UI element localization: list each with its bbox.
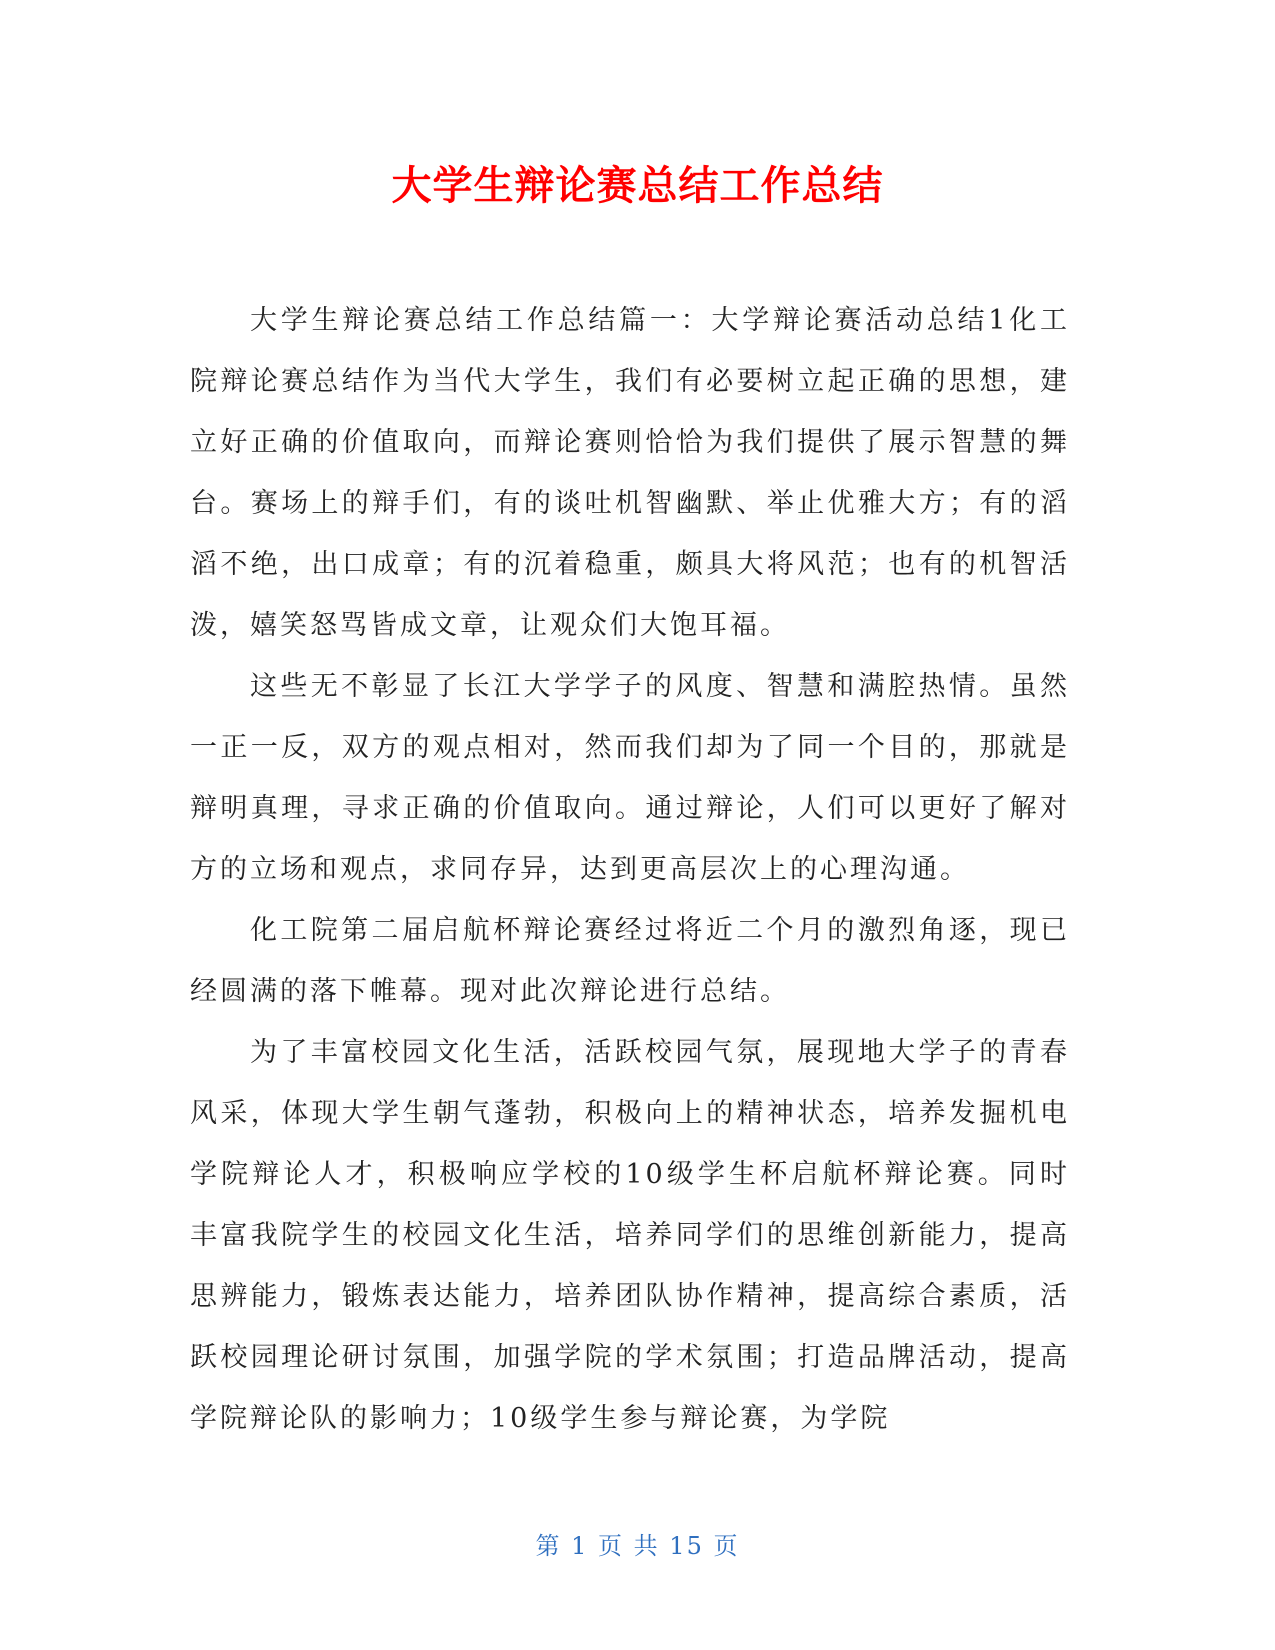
document-title: 大学生辩论赛总结工作总结: [391, 163, 884, 209]
paragraph-3: 化工院第二届启航杯辩论赛经过将近二个月的激烈角逐，现已经圆满的落下帷幕。现对此次辩论进行总结。: [190, 915, 1070, 1007]
document-body: [190, 290, 1070, 1449]
paragraph-1: 大学生辩论赛总结工作总结篇一：大学辩论赛活动总结1化工院辩论赛总结作为当代大学生，我们有必要树立起正确的思想，建立好正确的价值取向，而辩论赛则恰恰为我们提供了展示智慧的舞台。赛场上的辩手们，有的谈吐机智幽默、举止优雅大方；有的滔滔不绝，出口成章；有的沉着稳重，颇具大将风范；也有的机智活泼，嬉笑怒骂皆成文章，让观众们大饱耳福。: [190, 305, 1070, 641]
paragraph-4: 为了丰富校园文化生活，活跃校园气氛，展现地大学子的青春风采，体现大学生朝气蓬勃，积极向上的精神状态，培养发掘机电学院辩论人才，积极响应学校的10级学生杯启航杯辩论赛。同时丰富我院学生的校园文化生活，培养同学们的思维创新能力，提高思辨能力，锻炼表达能力，培养团队协作精神，提高综合素质，活跃校园理论研讨氛围，加强学院的学术氛围；打造品牌活动，提高学院辩论队的影响力；10级学生参与辩论赛，为学院: [190, 1037, 1070, 1434]
paragraph-2: 这些无不彰显了长江大学学子的风度、智慧和满腔热情。虽然一正一反，双方的观点相对，然而我们却为了同一个目的，那就是辩明真理，寻求正确的价值取向。通过辩论，人们可以更好了解对方的立场和观点，求同存异，达到更高层次上的心理沟通。: [190, 671, 1070, 885]
page-number-footer: 第 1 页 共 15 页: [535, 1532, 740, 1560]
